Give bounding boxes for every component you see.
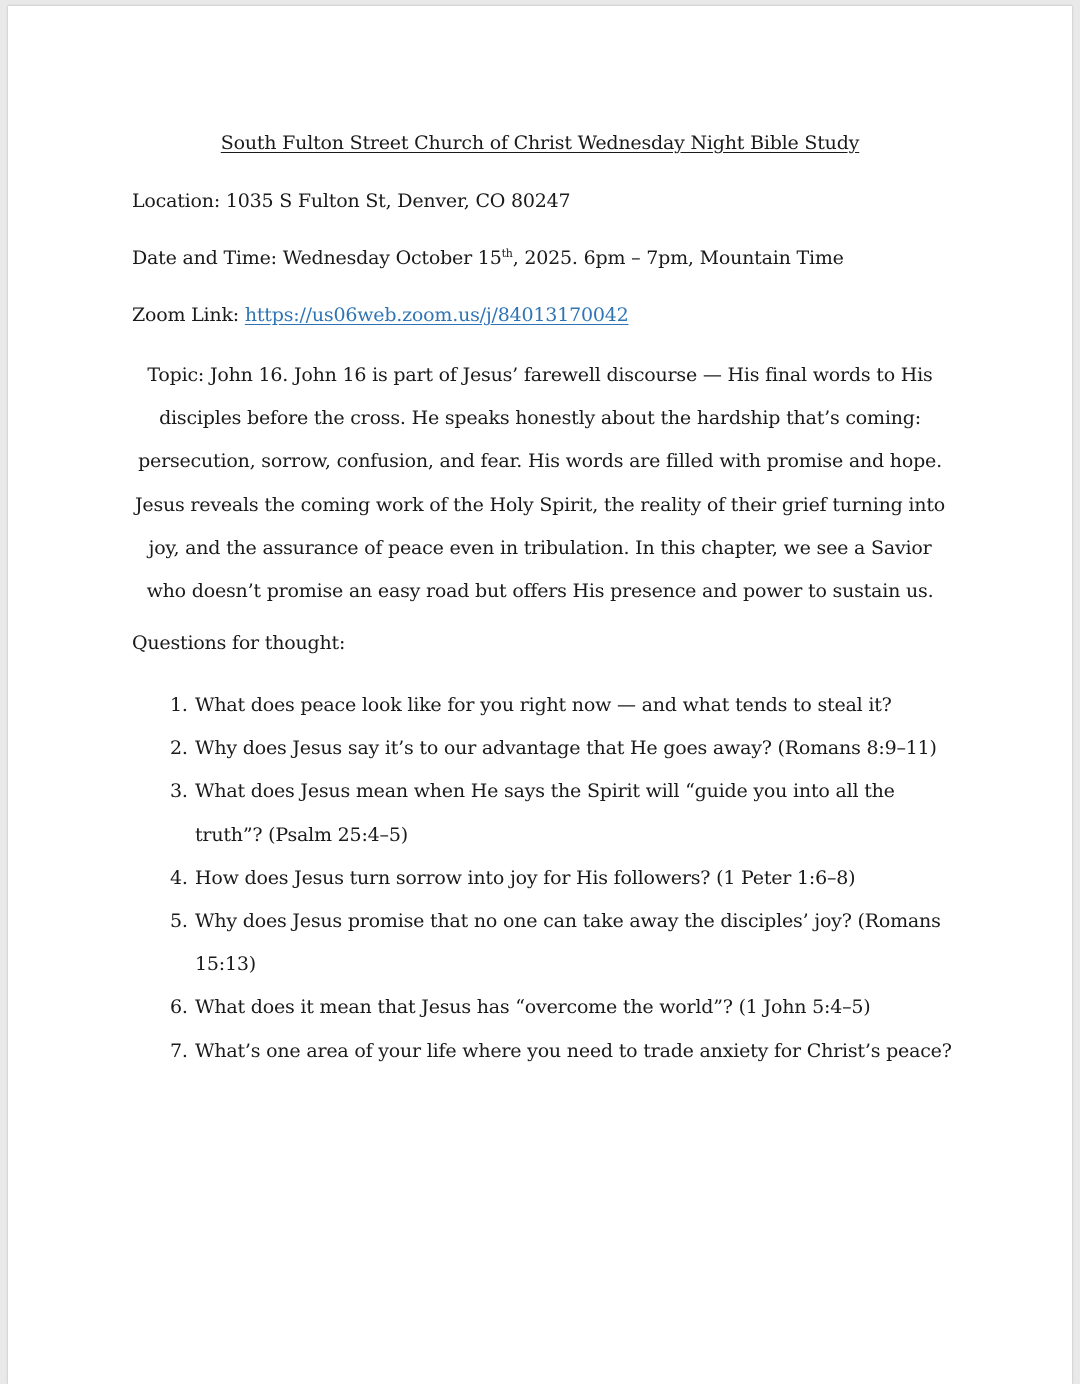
question-item (132, 727, 952, 770)
topic-paragraph: Topic: John 16. John 16 is part of Jesus’ farewell discourse — His final words to His disciples before the cross. He speaks honestly about the hardship that’s coming: persecution, sorrow, confusion, and fear. His words are filled with promise and hope. Jesus reveals the coming work of the Holy Spirit, the reality of their grief turning into joy, and the assurance of peace even in tribulation. In this chapter, we see a Savior who doesn’t promise an easy road but offers His presence and power to sustain us. (134, 364, 946, 603)
location-line: Location: 1035 S Fulton St, Denver, CO 80247 (132, 190, 571, 212)
question-text: What does it mean that Jesus has “overcome the world”? (1 John 5:4–5) (195, 996, 871, 1019)
question-number: 1. (170, 694, 188, 716)
question-number: 2. (170, 737, 188, 760)
question-text: What’s one area of your life where you need to trade anxiety for Christ’s peace? (195, 1039, 952, 1062)
question-number: 5. (170, 910, 188, 933)
question-item (132, 1030, 952, 1073)
question-item (132, 986, 952, 1029)
question-item (132, 684, 952, 727)
date-ordinal-suffix: th (501, 247, 513, 260)
zoom-label: Zoom Link: (132, 304, 245, 326)
question-text: How does Jesus turn sorrow into joy for His followers? (1 Peter 1:6–8) (195, 866, 856, 889)
date-time-line (132, 247, 844, 269)
question-number: 4. (170, 866, 188, 889)
question-text: What does Jesus mean when He says the Spirit will “guide you into all the truth”? (Psalm 25:4–5) (195, 780, 895, 846)
document-title: South Fulton Street Church of Christ Wednesday Night Bible Study (220, 132, 860, 154)
question-item (132, 770, 952, 856)
question-text: What does peace look like for you right now — and what tends to steal it? (195, 694, 892, 716)
questions-heading: Questions for thought: (132, 632, 346, 654)
question-item (132, 900, 952, 986)
questions-list (132, 684, 952, 1073)
zoom-link[interactable]: https://us06web.zoom.us/j/84013170042 (244, 304, 629, 326)
date-prefix: Date and Time: Wednesday October 15 (132, 247, 502, 269)
question-item (132, 857, 952, 900)
question-text: Why does Jesus promise that no one can take away the disciples’ joy? (Romans 15:13) (195, 910, 941, 976)
date-rest: , 2025. 6pm – 7pm, Mountain Time (512, 247, 844, 269)
question-number: 7. (170, 1039, 188, 1062)
zoom-line (132, 304, 629, 326)
document-page (8, 6, 1072, 1384)
question-number: 3. (170, 780, 188, 803)
question-number: 6. (170, 996, 188, 1019)
question-text: Why does Jesus say it’s to our advantage that He goes away? (Romans 8:9–11) (195, 737, 937, 760)
